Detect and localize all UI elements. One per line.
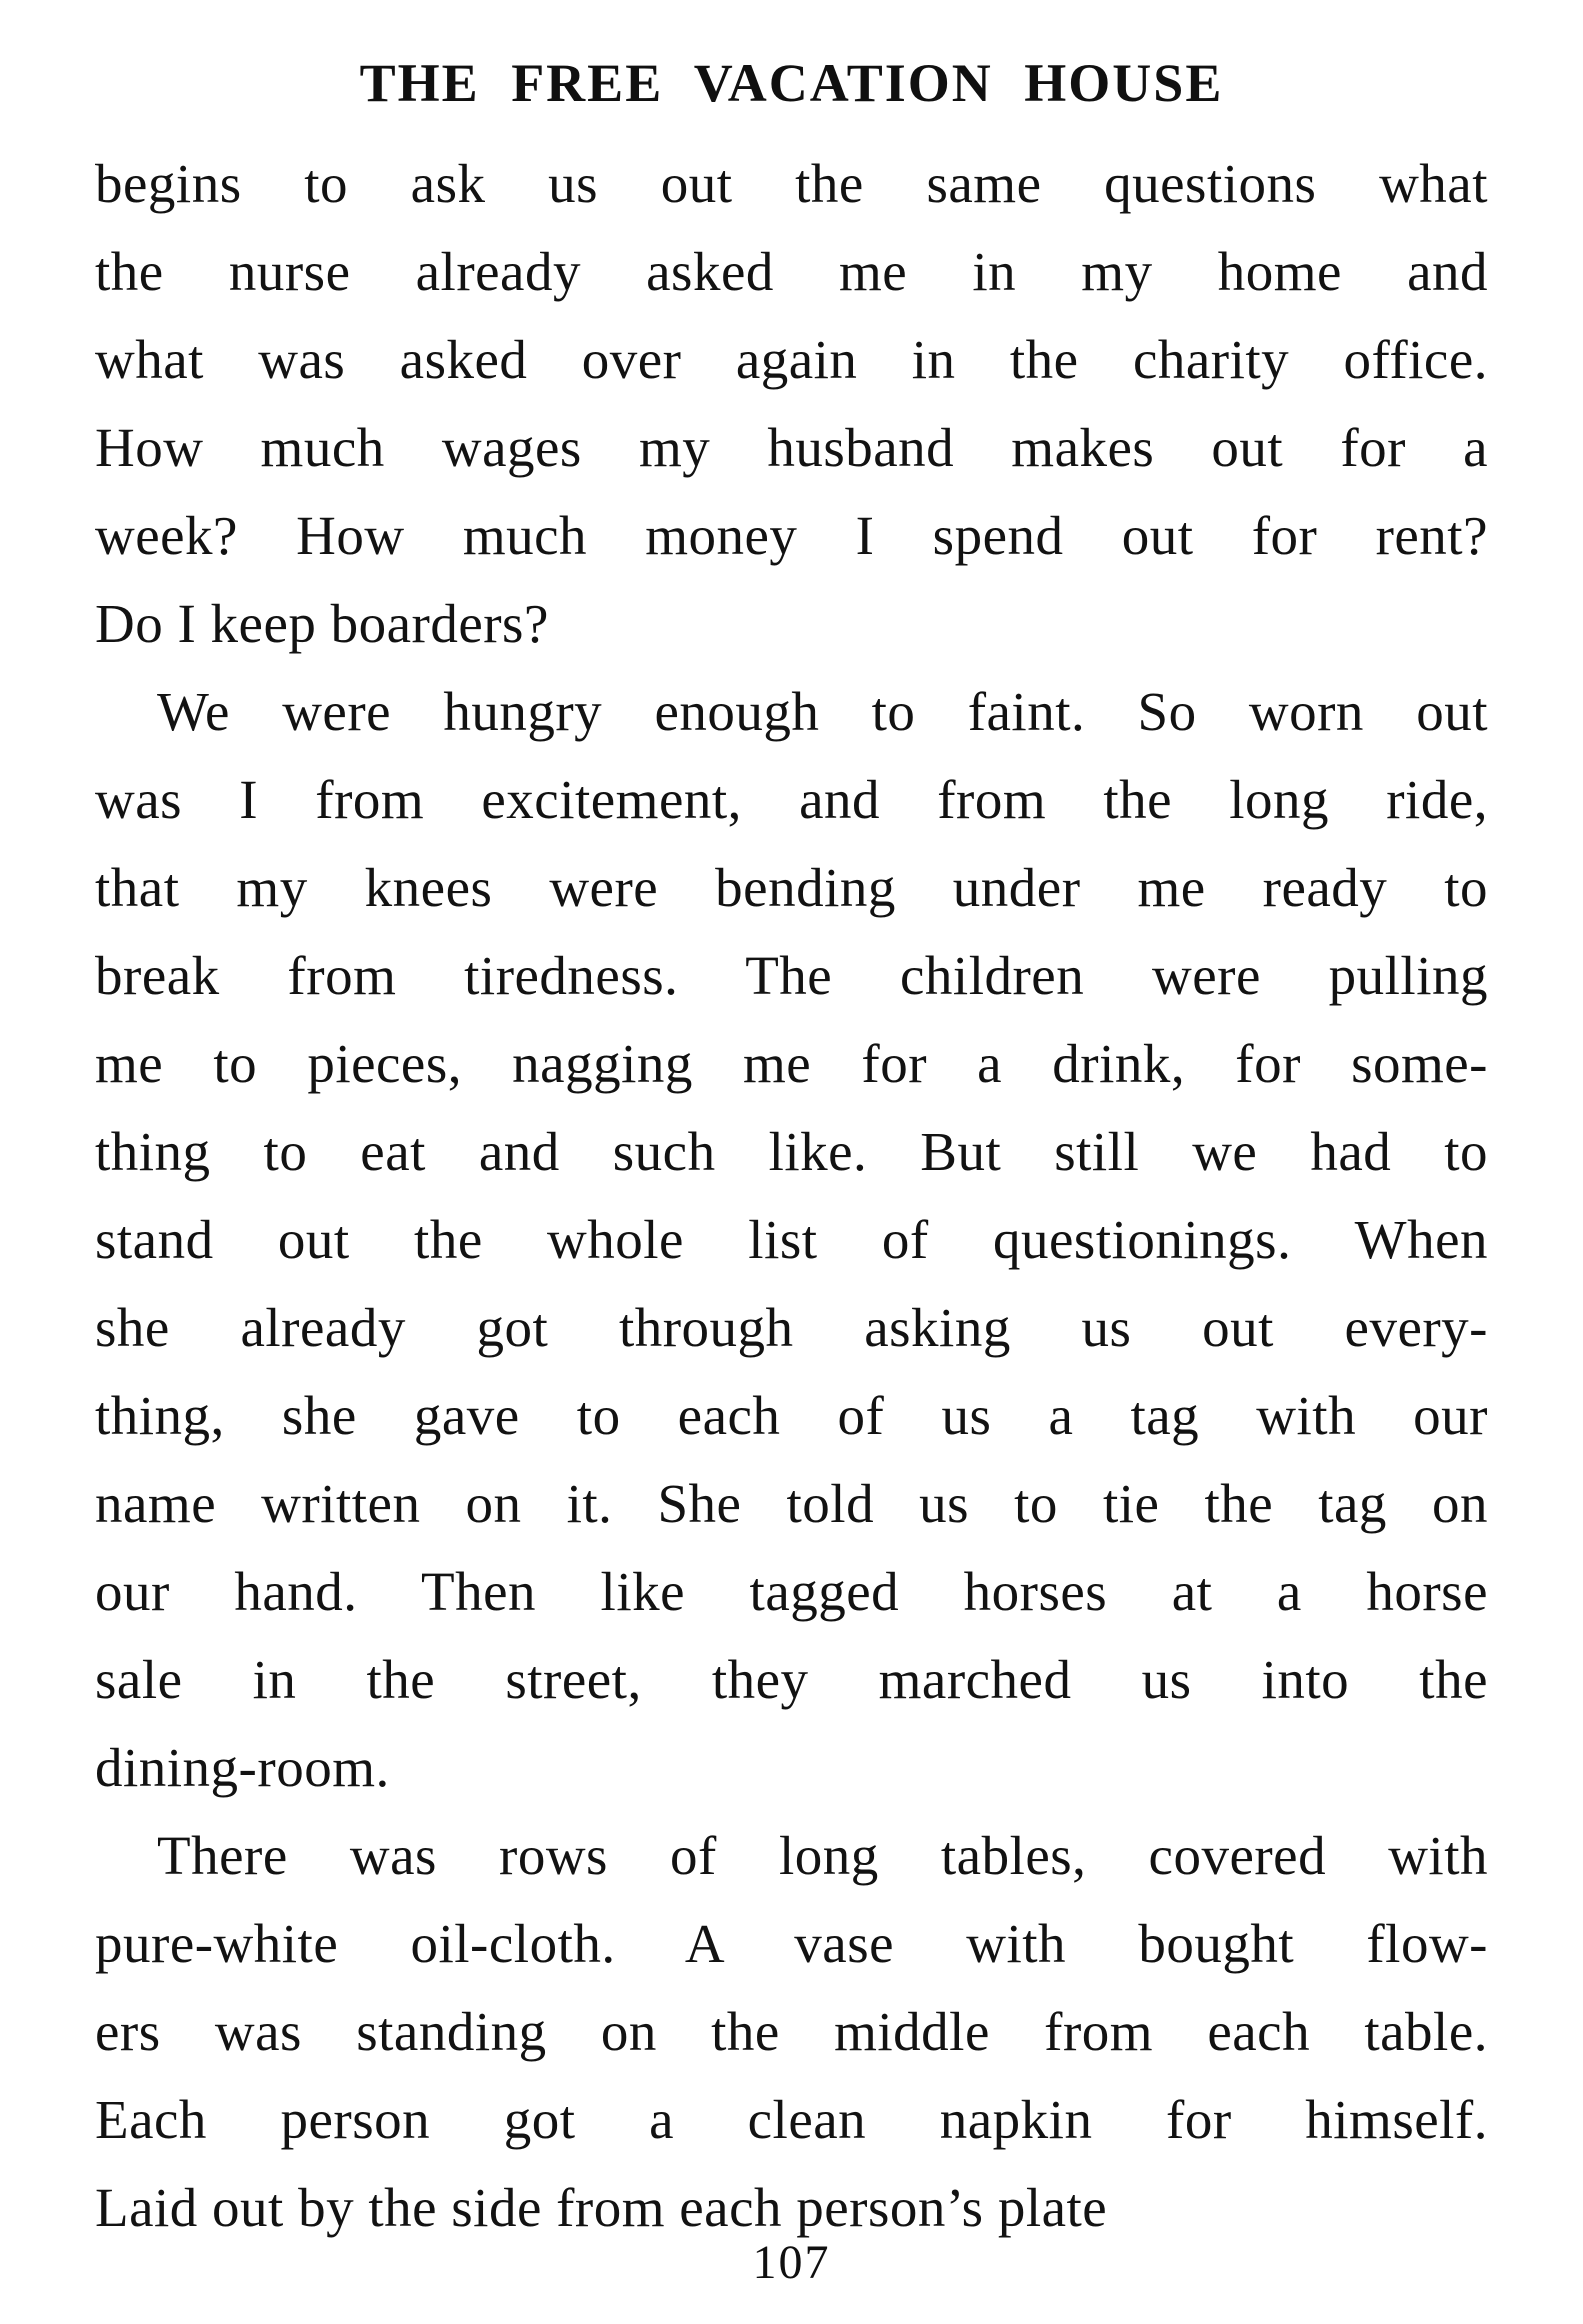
text-line: that my knees were bending under me ready to [95, 857, 1488, 918]
text-line: me to pieces, nagging me for a drink, for some- [95, 1033, 1488, 1094]
text-line: the nurse already asked me in my home and [95, 241, 1488, 302]
text-line: name written on it. She told us to tie the tag on [95, 1473, 1488, 1534]
text-line: dining-room. [95, 1737, 390, 1798]
text-line: sale in the street, they marched us into the [95, 1649, 1488, 1710]
text-line: was I from excitement, and from the long ride, [95, 769, 1488, 830]
text-line: our hand. Then like tagged horses at a horse [95, 1561, 1488, 1622]
text-line: Do I keep boarders? [95, 593, 549, 654]
text-line: We were hungry enough to faint. So worn out [157, 681, 1488, 742]
text-line: thing to eat and such like. But still we had to [95, 1121, 1488, 1182]
text-line: break from tiredness. The children were pulling [95, 945, 1488, 1006]
text-line: what was asked over again in the charity office. [95, 329, 1488, 390]
text-line: Each person got a clean napkin for himself. [95, 2089, 1488, 2150]
text-line: begins to ask us out the same questions what [95, 153, 1488, 214]
text-block [95, 140, 1488, 2252]
text-line: There was rows of long tables, covered with [157, 1825, 1488, 1886]
running-head-title: THE FREE VACATION HOUSE [359, 53, 1224, 113]
text-line: week? How much money I spend out for rent? [95, 505, 1488, 566]
text-line: thing, she gave to each of us a tag with our [95, 1385, 1488, 1446]
paragraph [95, 668, 1488, 1812]
text-line: How much wages my husband makes out for a [95, 417, 1488, 478]
paragraph [95, 1812, 1488, 2252]
text-line: pure-white oil-cloth. A vase with bought flow- [95, 1913, 1488, 1974]
page-number: 107 [752, 2236, 831, 2289]
text-line: Laid out by the side from each person’s plate [95, 2177, 1108, 2238]
text-line: ers was standing on the middle from each table. [95, 2001, 1488, 2062]
paragraph [95, 140, 1488, 668]
text-line: stand out the whole list of questionings. When [95, 1209, 1488, 1270]
text-line: she already got through asking us out every- [95, 1297, 1488, 1358]
